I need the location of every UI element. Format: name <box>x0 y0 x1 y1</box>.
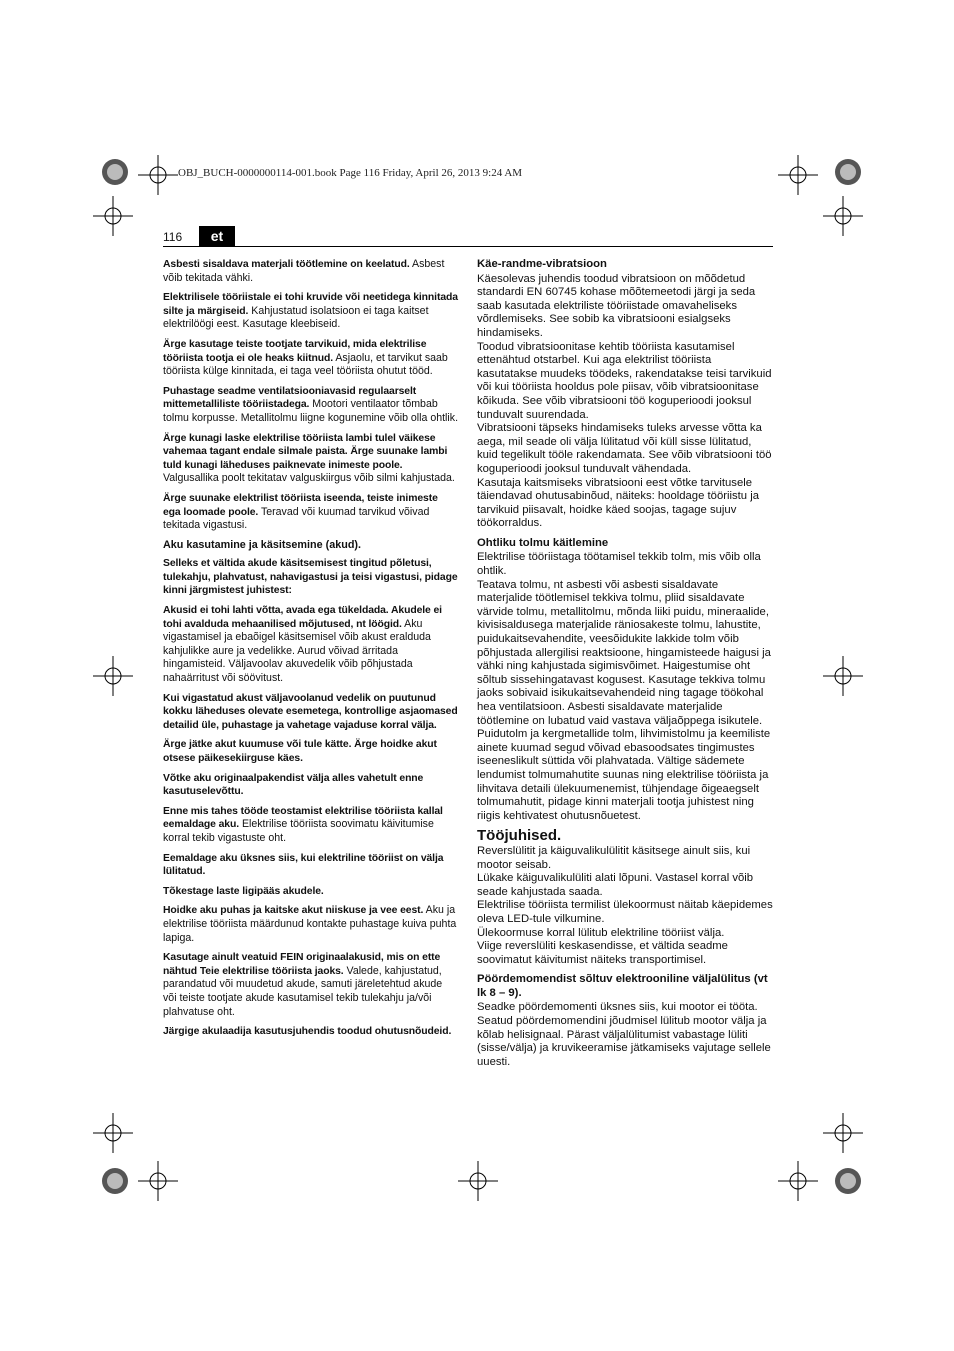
crosshair-mark <box>93 1113 133 1153</box>
work-paragraph: Reverslülitit ja käiguvalikulülitit käsitsege ainult siis, kui mootor seisab. <box>477 844 751 871</box>
crosshair-mark <box>93 196 133 236</box>
work-instructions-body <box>477 845 773 967</box>
safety-paragraph: Kasutage ainult veatuid FEIN originaalakusid, mis on ette nähtud Teie elektrilise tööriista jaoks. Valede, kahjustatud, parandatud või muudetud akude, samuti järeletehtud akude või teiste tootjate akude kasutamisel tekib tulekahju ja/või plahvatuse oht. <box>163 952 443 1018</box>
dust-paragraph: Puidutolm ja kergmetallide tolm, lihvimistolmu ja keemiliste ainete kuumad segud võivad ebasoodsates tingimustes iseeneslikult süttida või plahvatada. Vältige sädemete lendumist tolmumahutite suunas ning elektrilise tööriista ja lihvitava detaili ülekuumenemist, tühjendage õigeaegselt tolmumahutit, pidage kinni materjali tootja juhistest ning riigis kehtivatest ohutusnõuetest. <box>477 728 771 822</box>
right-column <box>477 258 773 1075</box>
torque-body <box>477 1001 773 1069</box>
safety-paragraph: Asbesti sisaldava materjali töötlemine on keelatud. Asbest võib tekitada vähki. <box>163 258 445 284</box>
safety-paragraph: Ärge jätke akut kuumuse või tule kätte. Ärge hoidke akut otsese päikesekiirguse käes. <box>163 739 437 764</box>
torque-heading: Pöördemomendist sõltuv elektrooniline väljalülitus (vt lk 8 – 9). <box>477 973 768 999</box>
vibration-heading: Käe-randme-vibratsioon <box>477 258 607 270</box>
dust-heading: Ohtliku tolmu käitlemine <box>477 536 609 549</box>
crosshair-mark <box>823 656 863 696</box>
safety-paragraph: Enne mis tahes tööde teostamist elektrilise tööriista kallal eemaldage aku. Elektrilise tööriista soovimatu käivitumise korral tekib vigastuste oht. <box>163 805 443 844</box>
torque-paragraph: Seadke pöördemomenti üksnes siis, kui mootor ei tööta. Seatud pöördemomendini jõudmisel lülitub mootor välja ja kõlab helisignaal. Pärast väljalülitumist vabastage lüliti (sisse/välja) ja kruvikeeramise jätkamiseks vajutage sellele uuesti. <box>477 1001 771 1068</box>
safety-paragraph: Ärge kasutage teiste tootjate tarvikuid, mida elektrilise tööriista tootja ei ole heaks kiitnud. Asjaolu, et tarvikut saab tööriista külge kinnitada, ei taga veel tööriista ohutut tööd. <box>163 338 448 378</box>
vibration-paragraph: Käesolevas juhendis toodud vibratsioon on mõõdetud standardi EN 60745 kohase mõõtemeetodi järgi ja seda saab kasutada elektriliste tööriistade omavaheliseks võrdlemiseks. See sobib ka vibratsiooni esialgseks hindamiseks. <box>477 272 756 339</box>
vibration-paragraph: Toodud vibratsioonitase kehtib tööriista kasutamisel ettenähtud otstarbel. Kui aga elektrilist tööriista kasutatakse muudeks töödeks, rakendatakse teisi tarvikuid või kui tööriista hooldus pole piisav, võib vibratsioonitase kõikuda. See võib vibratsiooni töö koguperioodi jooksul tunduvalt suurendada. <box>477 340 772 421</box>
safety-paragraph: Hoidke aku puhas ja kaitske akut niiskuse ja vee eest. Aku ja elektrilise tööriista määrdunud kontakte puhastage kuiva puhta lapiga. <box>163 904 457 944</box>
dust-paragraph: Teatava tolmu, nt asbesti või asbesti sisaldavate materjalide töötlemisel tekkiva tolmu, pliid sisaldavate värvide tolmu, metallitolmu, mõnda liiki puidu, mineraalide, kivisisaldusega materjalide räniosakeste tolmu, lahustite, puidukaitsevahendite, veesõidukite lakkide tolm võib põhjustada allergilisi reaktsioone, hingamisteede haigusi ja vähki ning kahjustada sigimisvõimet. Haigestumise oht sõltub sissehingatavast kogusest. Kasutage tekkiva tolmu jaoks sobivaid isikukaitsevahendeid ning tagage töökohal hea ventilatsioon. Asbesti sisaldavate materjalide töötlemine on lubatud vaid vastava väljaõppega isikutele. <box>477 578 771 727</box>
vibration-paragraph: Kasutaja kaitsmiseks vibratsiooni eest võtke tarvitusele täiendavad ohutusabinõud, näiteks: hooldage tööriistu ja tarvikuid piisavalt, hoidke käed soojas, tagage sujuv töökorraldus. <box>477 476 760 530</box>
work-paragraph: Ülekoormuse korral lülitub elektriline tööriist välja. <box>477 926 725 939</box>
battery-subheading: Aku kasutamine ja käsitsemine (akud). <box>163 538 362 551</box>
registration-mark <box>820 1150 878 1208</box>
crosshair-mark <box>778 155 818 195</box>
crosshair-mark <box>823 1113 863 1153</box>
crosshair-mark <box>93 656 133 696</box>
safety-paragraph: Eemaldage aku üksnes siis, kui elektriline tööriist on välja lülitatud. <box>163 852 444 878</box>
safety-paragraph: Kui vigastatud akust väljavoolanud vedelik on puutunud kokku läheduses olevate esemetega, kontrollige asjaomased detailid üle, puhastage ja vahetage vajaduse korral välja. <box>163 692 458 731</box>
work-paragraph: Lükake käiguvalikulüliti alati lõpuni. Vastasel korral võib seade kahjustada saada. <box>477 872 754 898</box>
safety-paragraph: Selleks et vältida akude käsitsemisest tingitud põletusi, tulekahju, plahvatust, nahavigastusi ja teisi vigastusi, pidage kinni järgmistest juhistest: <box>163 558 458 597</box>
safety-paragraph: Ärge kunagi laske elektrilise tööriista lambi tulel väikese vahemaa tagant endale silmale paista. Ärge suunake lambi tuld kunagi läheduses paiknevate inimeste poole. Valgusallika poolt tekitatav valguskiirgus võib silmi kahjustada. <box>163 432 455 485</box>
safety-paragraph: Ärge suunake elektrilist tööriista iseenda, teiste inimeste ega loomade poole. Teravad või kuumad tarvikud võivad tekitada vigastusi. <box>163 492 438 532</box>
crosshair-mark <box>138 155 178 195</box>
crosshair-mark <box>458 1161 498 1201</box>
left-column <box>163 258 458 1045</box>
page-number: 116 <box>163 230 183 244</box>
work-paragraph: Viige reverslüliti keskasendisse, et vältida seadme soovimatut käivitumist näiteks transportimisel. <box>477 940 728 966</box>
registration-mark <box>87 1150 145 1208</box>
safety-paragraph: Võtke aku originaalpakendist välja alles vahetult enne kasutuselevõttu. <box>163 772 424 798</box>
registration-mark <box>820 141 878 199</box>
vibration-paragraph: Vibratsiooni täpseks hindamiseks tuleks arvesse võtta ka aega, mil seade oli välja lülitatud või küll sisse lülitatud, kuid tegelikult tööle rakendamata. See võib vibratsiooni töö koguperioodi jooksul tunduvalt vähendada. <box>477 422 772 475</box>
crosshair-mark <box>823 196 863 236</box>
language-badge: et <box>199 226 235 246</box>
header-rule <box>163 246 773 247</box>
work-paragraph: Elektrilise tööriista termilist ülekoormust näitab käepidemes oleva LED-tule vilkumine. <box>477 899 773 925</box>
dust-body <box>477 551 773 823</box>
safety-paragraph: Akusid ei tohi lahti võtta, avada ega tükeldada. Akudele ei tohi avalduda mehaanilised mõjutused, nt löögid. Aku vigastamisel ja ebaõigel käsitsemisel võib akust eralduda kahjulikke aure ja vedelikke. Aurud võivad ärritada hingamisteid. Väljavoolav akuvedelik võib põhjustada nahaärritust või söövitust. <box>163 605 442 685</box>
work-instructions-title: Tööjuhised. <box>477 827 562 845</box>
registration-mark <box>87 141 145 199</box>
print-slug: OBJ_BUCH-0000000114-001.book Page 116 Friday, April 26, 2013 9:24 AM <box>178 167 523 179</box>
safety-paragraph: Tõkestage laste ligipääs akudele. <box>163 885 324 897</box>
crosshair-mark <box>778 1161 818 1201</box>
dust-paragraph: Elektrilise tööriistaga töötamisel tekkib tolm, mis võib olla ohtlik. <box>477 551 761 578</box>
safety-paragraph: Elektrilisele tööriistale ei tohi kruvide või neetidega kinnitada silte ja märgiseid. Kahjustatud isolatsioon ei taga kaitset elektrilöögi eest. Kasutage kleebiseid. <box>163 292 458 331</box>
safety-paragraph: Järgige akulaadija kasutusjuhendis toodud ohutusnõudeid. <box>163 1026 452 1038</box>
crosshair-mark <box>138 1161 178 1201</box>
vibration-body <box>477 273 773 531</box>
safety-paragraph: Puhastage seadme ventilatsiooniavasid regulaarselt mittemetalliliste tööriistadega. Mootori ventilaator tõmbab tolmu korpusse. Metallitolmu liigne kogunemine võib olla ohtlik. <box>163 385 459 424</box>
